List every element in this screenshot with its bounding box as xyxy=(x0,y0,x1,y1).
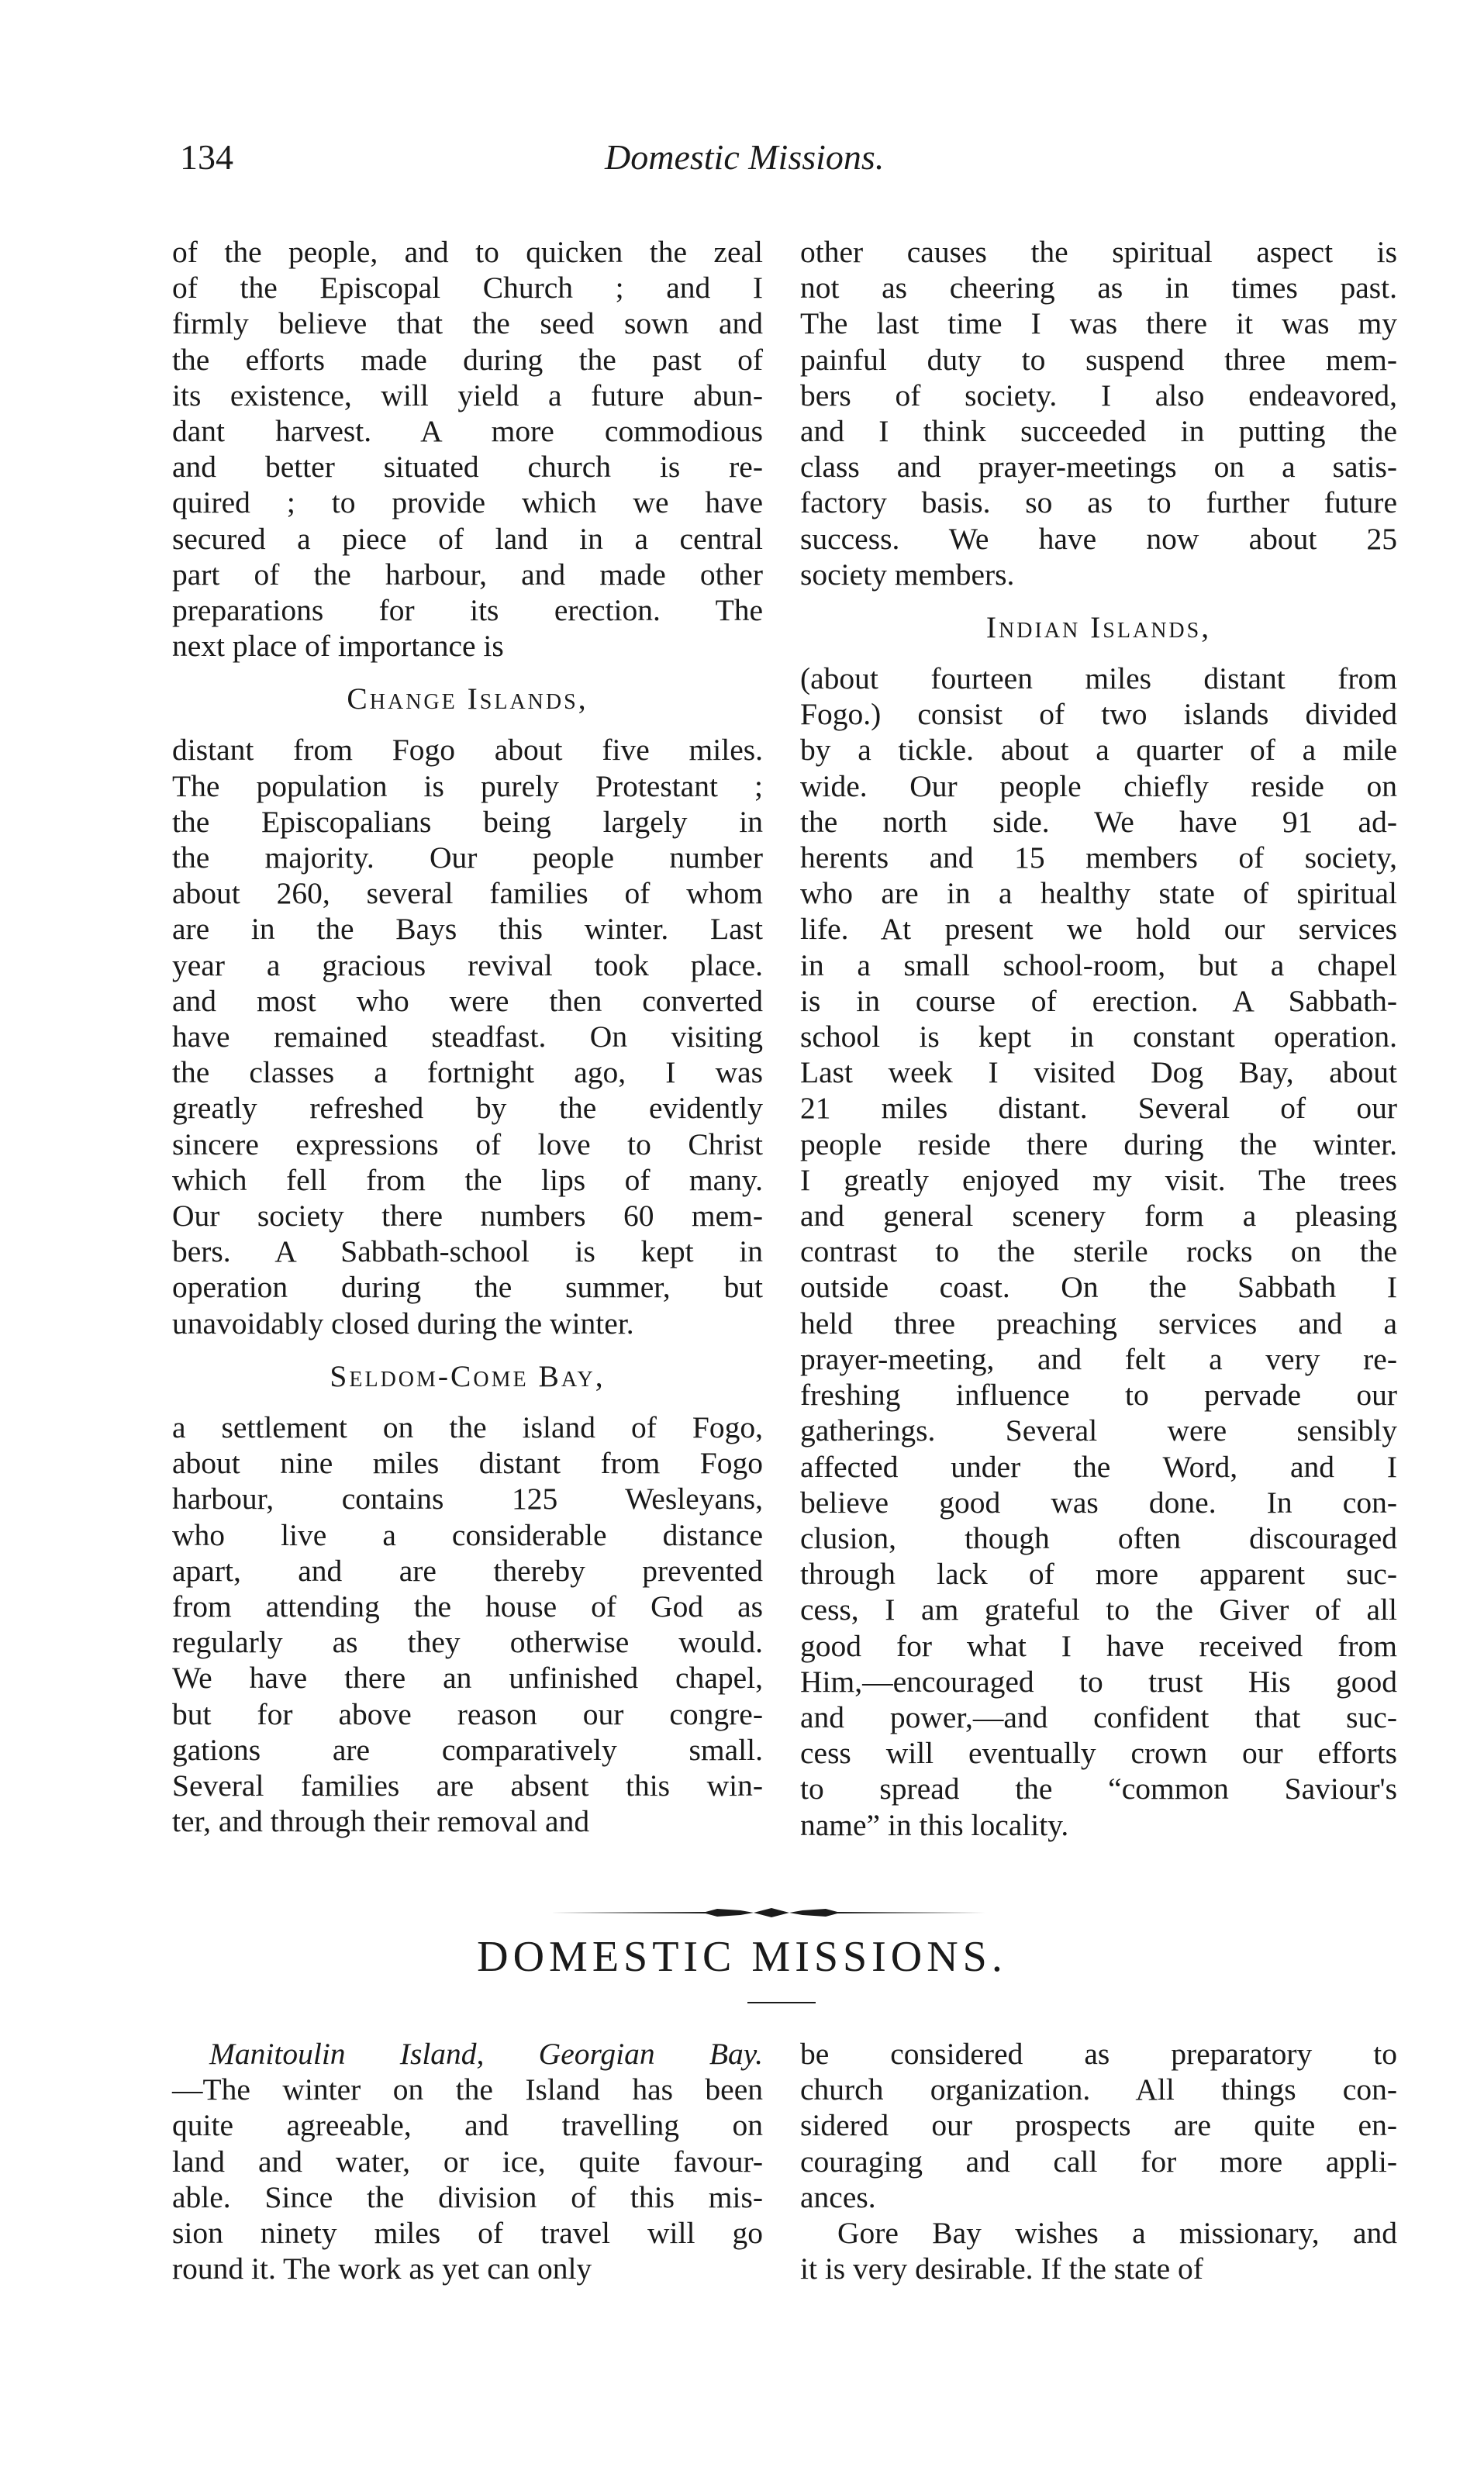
text-line: We have there an unfinished chapel, xyxy=(172,1661,763,1696)
text-line: church organization. All things con- xyxy=(800,2072,1397,2107)
place-name: Manitoulin Island, Georgian Bay. xyxy=(209,2037,763,2071)
section-heading-change-islands: Change Islands, xyxy=(347,681,588,716)
text-line: school is kept in constant operation. xyxy=(800,1020,1397,1054)
right-column-lower xyxy=(800,2036,1397,2286)
text-line: sidered our prospects are quite en- xyxy=(800,2108,1397,2143)
text-line: contrast to the sterile rocks on the xyxy=(800,1234,1397,1269)
text-line: wide. Our people chiefly reside on xyxy=(800,768,1397,803)
text-line: outside coast. On the Sabbath I xyxy=(800,1270,1397,1305)
text-line: Last week I visited Dog Bay, about xyxy=(800,1055,1397,1090)
text-line: a settlement on the island of Fogo, xyxy=(172,1410,763,1444)
ornamental-divider xyxy=(550,1901,992,1924)
text-line: prayer-meeting, and felt a very re- xyxy=(800,1341,1397,1376)
text-line: but for above reason our congre- xyxy=(172,1696,763,1731)
text-line: next place of importance is xyxy=(172,629,504,664)
section-title: DOMESTIC MISSIONS. xyxy=(477,1933,1007,1981)
text-line: is in course of erection. A Sabbath- xyxy=(800,983,1397,1018)
text-line: apart, and are thereby prevented xyxy=(172,1553,763,1588)
text-line: in a small school-room, but a chapel xyxy=(800,947,1397,982)
text-line: its existence, will yield a future abun- xyxy=(172,378,763,412)
text-line: freshing influence to pervade our xyxy=(800,1378,1397,1413)
text-line: Fogo.) consist of two islands divided xyxy=(800,697,1397,732)
text-line: class and prayer-meetings on a satis- xyxy=(800,450,1397,485)
text-line: the classes a fortnight ago, I was xyxy=(172,1055,763,1090)
text-line: sincere expressions of love to Christ xyxy=(172,1127,763,1161)
text-line: who are in a healthy state of spiritual xyxy=(800,876,1397,911)
text-line: held three preaching services and a xyxy=(800,1306,1397,1341)
text-line: the Episcopalians being largely in xyxy=(172,804,763,839)
paragraph xyxy=(800,234,1397,592)
paragraph xyxy=(172,2036,763,2286)
text-line: Gore Bay wishes a missionary, and xyxy=(837,2216,1397,2251)
text-line: firmly believe that the seed sown and xyxy=(172,306,763,341)
text-line: life. At present we hold our services xyxy=(800,912,1397,947)
text-line: bers. A Sabbath-school is kept in xyxy=(172,1234,763,1269)
title-rule xyxy=(747,2002,816,2003)
text-line: the efforts made during the past of xyxy=(172,342,763,377)
text-line: unavoidably closed during the winter. xyxy=(172,1306,634,1341)
text-line: and most who were then converted xyxy=(172,983,763,1018)
text-line: are in the Bays this winter. Last xyxy=(172,912,763,947)
text-line: from attending the house of God as xyxy=(172,1589,763,1624)
text-line: ter, and through their removal and xyxy=(172,1804,590,1839)
text-line: harbour, contains 125 Wesleyans, xyxy=(172,1482,763,1517)
text-line: be considered as preparatory to xyxy=(800,2037,1397,2071)
text-line: success. We have now about 25 xyxy=(800,521,1397,556)
text-line: ances. xyxy=(800,2179,876,2214)
text-line: —The winter on the Island has been xyxy=(172,2072,763,2107)
text-line: quired ; to provide which we have xyxy=(172,485,763,520)
paragraph xyxy=(800,2036,1397,2215)
text-line: able. Since the division of this mis- xyxy=(172,2179,763,2214)
text-line: distant from Fogo about five miles. xyxy=(172,733,763,768)
text-line: and better situated church is re- xyxy=(172,450,763,485)
text-line: operation during the summer, but xyxy=(172,1270,763,1305)
paragraph xyxy=(800,2215,1397,2286)
text-line: believe good was done. In con- xyxy=(800,1485,1397,1520)
text-line: herents and 15 members of society, xyxy=(800,840,1397,875)
paragraph xyxy=(172,234,763,664)
text-line: secured a piece of land in a central xyxy=(172,521,763,556)
left-column-upper xyxy=(172,234,763,1839)
text-line: preparations for its erection. The xyxy=(172,593,763,628)
text-line: factory basis. so as to further future xyxy=(800,485,1397,520)
text-line: Him,—encouraged to trust His good xyxy=(800,1664,1397,1699)
running-head: Domestic Missions. xyxy=(605,137,885,177)
section-heading-seldom-come-bay: Seldom-Come Bay, xyxy=(330,1358,606,1393)
text-line: about nine miles distant from Fogo xyxy=(172,1446,763,1481)
text-line: The last time I was there it was my xyxy=(800,306,1397,341)
text-line: the north side. We have 91 ad- xyxy=(800,804,1397,839)
text-line: dant harvest. A more commodious xyxy=(172,414,763,449)
text-line: couraging and call for more appli- xyxy=(800,2144,1397,2179)
right-column-upper xyxy=(800,234,1397,1843)
text-line: round it. The work as yet can only xyxy=(172,2252,592,2286)
text-line: society members. xyxy=(800,557,1015,592)
text-line: who live a considerable distance xyxy=(172,1517,763,1552)
page-number: 134 xyxy=(180,137,233,177)
text-line: cess, I am grateful to the Giver of all xyxy=(800,1592,1397,1627)
text-line: The population is purely Protestant ; xyxy=(172,768,763,803)
text-line: land and water, or ice, quite favour- xyxy=(172,2144,763,2179)
text-line: about 260, several families of whom xyxy=(172,876,763,911)
text-line: gatherings. Several were sensibly xyxy=(800,1413,1397,1448)
text-line: people reside there during the winter. xyxy=(800,1127,1397,1161)
paragraph xyxy=(800,661,1397,1843)
text-line: of the people, and to quicken the zeal xyxy=(172,235,763,269)
text-line: Our society there numbers 60 mem- xyxy=(172,1199,763,1234)
text-line: name” in this locality. xyxy=(800,1807,1069,1842)
paragraph-lines xyxy=(172,2072,763,2286)
paragraph xyxy=(172,732,763,1341)
text-line: the majority. Our people number xyxy=(172,840,763,875)
text-line: and general scenery form a pleasing xyxy=(800,1199,1397,1234)
text-line: 21 miles distant. Several of our xyxy=(800,1091,1397,1126)
text-line: and power,—and confident that suc- xyxy=(800,1699,1397,1734)
text-line: clusion, though often discouraged xyxy=(800,1520,1397,1555)
text-line: and I think succeeded in putting the xyxy=(800,414,1397,449)
text-line: through lack of more apparent suc- xyxy=(800,1557,1397,1592)
text-line: by a tickle. about a quarter of a mile xyxy=(800,733,1397,768)
text-line: have remained steadfast. On visiting xyxy=(172,1020,763,1054)
section-heading-indian-islands: Indian Islands, xyxy=(985,610,1212,645)
text-line: not as cheering as in times past. xyxy=(800,271,1397,305)
text-line: quite agreeable, and travelling on xyxy=(172,2108,763,2143)
text-line: I greatly enjoyed my visit. The trees xyxy=(800,1162,1397,1197)
text-line: of the Episcopal Church ; and I xyxy=(172,271,763,305)
text-line: year a gracious revival took place. xyxy=(172,947,763,982)
text-line: bers of society. I also endeavored, xyxy=(800,378,1397,412)
text-line: gations are comparatively small. xyxy=(172,1732,763,1767)
text-line: painful duty to suspend three mem- xyxy=(800,342,1397,377)
text-line: other causes the spiritual aspect is xyxy=(800,235,1397,269)
text-line: it is very desirable. If the state of xyxy=(800,2252,1203,2286)
paragraph xyxy=(172,1410,763,1839)
text-line: greatly refreshed by the evidently xyxy=(172,1091,763,1126)
text-line: regularly as they otherwise would. xyxy=(172,1625,763,1660)
text-line: to spread the “common Saviour's xyxy=(800,1772,1397,1806)
text-line: which fell from the lips of many. xyxy=(172,1162,763,1197)
left-column-lower xyxy=(172,2036,763,2286)
text-line: cess will eventually crown our efforts xyxy=(800,1736,1397,1771)
text-line: good for what I have received from xyxy=(800,1628,1397,1663)
text-line: part of the harbour, and made other xyxy=(172,557,763,592)
text-line: sion ninety miles of travel will go xyxy=(172,2216,763,2251)
text-line: affected under the Word, and I xyxy=(800,1449,1397,1484)
text-line: Several families are absent this win- xyxy=(172,1768,763,1803)
text-line: (about fourteen miles distant from xyxy=(800,661,1397,696)
